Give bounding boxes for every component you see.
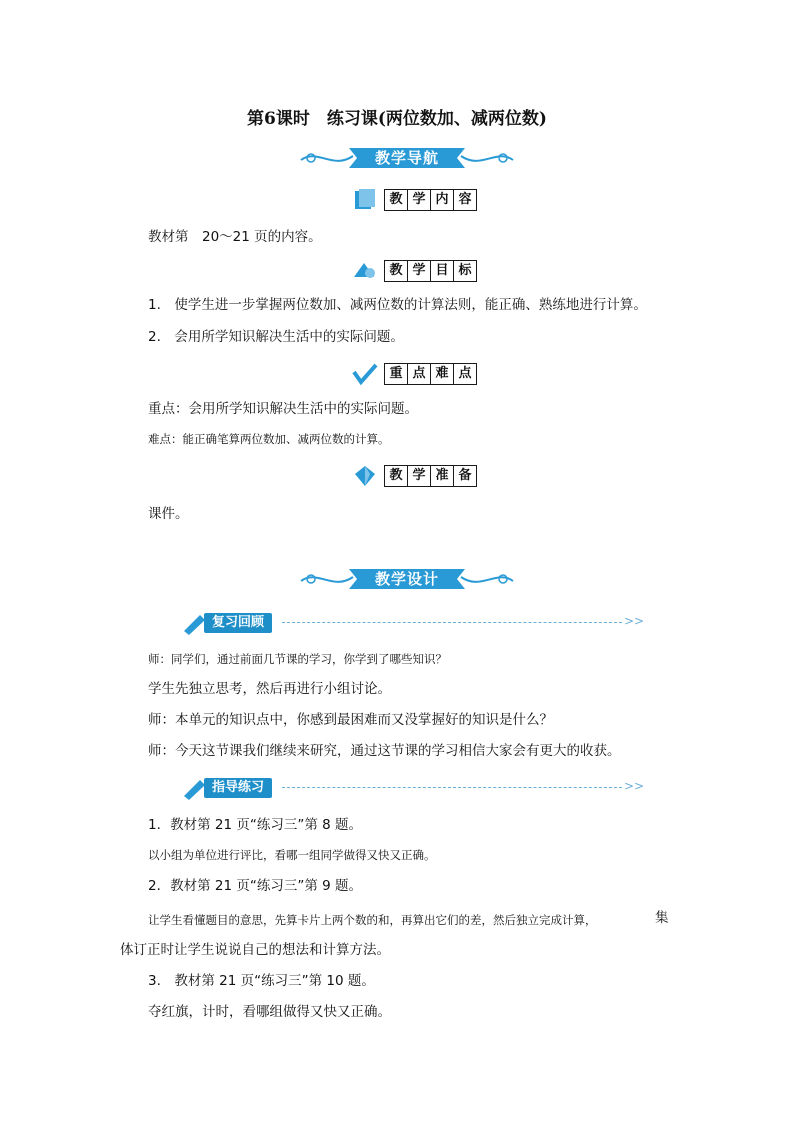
- lesson-title: 第6课时 练习课(两位数加、减两位数): [247, 109, 547, 129]
- goal-item: 2. 会用所学知识解决生活中的实际问题。: [148, 329, 404, 345]
- guide-banner: [297, 142, 517, 174]
- gem-icon: [352, 464, 378, 488]
- review-label: 复习回顾: [204, 613, 272, 633]
- practice-line: 让学生看懂题目的意思，先算卡片上两个数的和，再算出它们的差，然后独立完成计算，: [148, 913, 597, 927]
- dashed-divider: [282, 622, 622, 623]
- practice-line: 体订正时让学生说说自己的想法和计算方法。: [120, 942, 390, 958]
- content-text: 教材第 20～21 页的内容。: [148, 229, 322, 245]
- goal-item: 1. 使学生进一步掌握两位数加、减两位数的计算法则，能正确、熟练地进行计算。: [148, 297, 647, 313]
- practice-line: 1．教材第 21 页“练习三”第 8 题。: [148, 817, 363, 833]
- section-heading-box: 教 学 目 标: [384, 260, 477, 282]
- arrow-right-icon: >>: [624, 614, 645, 628]
- dashed-divider: [282, 787, 622, 788]
- prep-text: 课件。: [148, 506, 189, 522]
- practice-line: 集: [655, 910, 669, 926]
- review-line: 师：同学们，通过前面几节课的学习，你学到了哪些知识？: [148, 652, 447, 666]
- practice-line: 以小组为单位进行评比，看哪一组同学做得又快又正确。: [148, 848, 436, 862]
- guide-banner-label: 教学导航: [374, 149, 439, 167]
- focus-text: 重点：会用所学知识解决生活中的实际问题。: [148, 401, 418, 417]
- section-heading-box: 重 点 难 点: [384, 363, 477, 385]
- practice-line: 3. 教材第 21 页“练习三”第 10 题。: [148, 973, 375, 989]
- difficulty-text: 难点：能正确笔算两位数加、减两位数的计算。: [148, 432, 390, 446]
- review-line: 师：本单元的知识点中，你感到最困难而又没掌握好的知识是什么？: [148, 712, 553, 728]
- design-banner: [297, 563, 517, 595]
- section-heading-box: 教 学 内 容: [384, 189, 477, 211]
- practice-line: 夺红旗，计时，看哪组做得又快又正确。: [148, 1004, 391, 1020]
- practice-label: 指导练习: [204, 778, 272, 798]
- checkmark-icon: [352, 362, 378, 386]
- section-heading-box: 教 学 准 备: [384, 465, 477, 487]
- review-line: 师：今天这节课我们继续来研究，通过这节课的学习相信大家会有更大的收获。: [148, 743, 621, 759]
- book-icon: [352, 188, 378, 212]
- review-line: 学生先独立思考，然后再进行小组讨论。: [148, 681, 391, 697]
- practice-line: 2．教材第 21 页“练习三”第 9 题。: [148, 878, 363, 894]
- practice-header: [182, 776, 645, 800]
- review-header: [182, 611, 645, 635]
- arrow-right-icon: >>: [624, 779, 645, 793]
- target-icon: [352, 259, 378, 283]
- design-banner-label: 教学设计: [374, 570, 439, 588]
